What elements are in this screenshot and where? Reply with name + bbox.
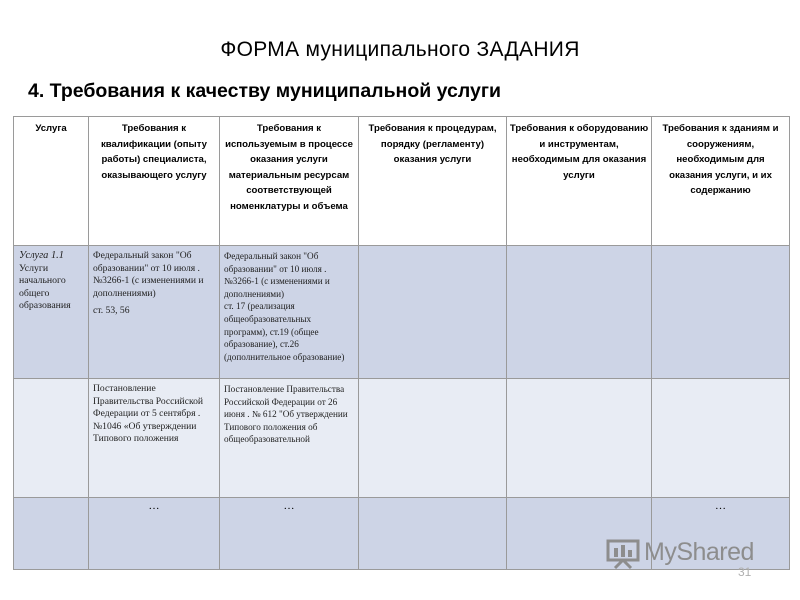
equipment-cell <box>507 379 652 498</box>
header-procedures: Требования к процедурам, порядку (регламенту) оказания услуги <box>359 117 507 246</box>
qualification-law: Федеральный закон "Об образовании" от 10 июля . №3266-1 (с изменениями и дополнениями) <box>93 250 204 299</box>
header-qualification: Требования к квалификации (опыту работы) специалиста, оказывающего услугу <box>89 117 220 246</box>
service-code: Услуга 1.1 <box>19 250 64 261</box>
table-row <box>14 246 790 379</box>
qualification-articles: ст. 53, 56 <box>93 305 130 317</box>
procedures-cell <box>359 379 507 498</box>
header-service: Услуга <box>14 117 89 246</box>
section-heading: 4. Требования к качеству муниципальной услуги <box>28 80 501 102</box>
resources-ellipsis: … <box>220 498 359 570</box>
slide-title: ФОРМА муниципального ЗАДАНИЯ <box>220 38 580 61</box>
buildings-cell <box>652 246 790 379</box>
equipment-cell <box>507 246 652 379</box>
resources-law: Федеральный закон "Об образовании" от 10 июля . №3266-1 (с изменениями и дополнениями) <box>224 251 330 299</box>
qualification-cell: Постановление Правительства Российской Федерации от 5 сентября . №1046 «Об утверждении Типового положения <box>89 379 220 498</box>
buildings-cell <box>652 379 790 498</box>
watermark-text: MyShared <box>644 538 754 566</box>
header-buildings: Требования к зданиям и сооружениям, необходимым для оказания услуги, и их содержанию <box>652 117 790 246</box>
service-cell <box>14 246 89 379</box>
resources-cell <box>220 246 359 379</box>
requirements-table <box>13 116 790 570</box>
presentation-board-icon <box>606 539 640 569</box>
table-row <box>14 379 790 498</box>
resources-articles: ст. 17 (реализация общеобразовательных программ), ст.19 (общее образование), ст.26 (дополнительное образование) <box>224 301 345 362</box>
qualification-ellipsis: … <box>89 498 220 570</box>
service-cell <box>14 498 89 570</box>
resources-cell: Постановление Правительства Российской Федерации от 26 июня . № 612 "Об утверждении Типового положения об общеобразовательной <box>220 379 359 498</box>
buildings-ellipsis: … <box>652 498 790 570</box>
service-cell <box>14 379 89 498</box>
page-number: 31 <box>738 565 752 579</box>
service-name: Услуги начального общего образования <box>19 262 71 312</box>
table-header-row <box>14 117 790 246</box>
header-material-resources: Требования к используемым в процессе оказания услуги материальным ресурсам соответствующей номенклатуры и объема <box>220 117 359 246</box>
procedures-cell <box>359 498 507 570</box>
header-equipment: Требования к оборудованию и инструментам, необходимым для оказания услуги <box>507 117 652 246</box>
qualification-cell <box>89 246 220 379</box>
procedures-cell <box>359 246 507 379</box>
